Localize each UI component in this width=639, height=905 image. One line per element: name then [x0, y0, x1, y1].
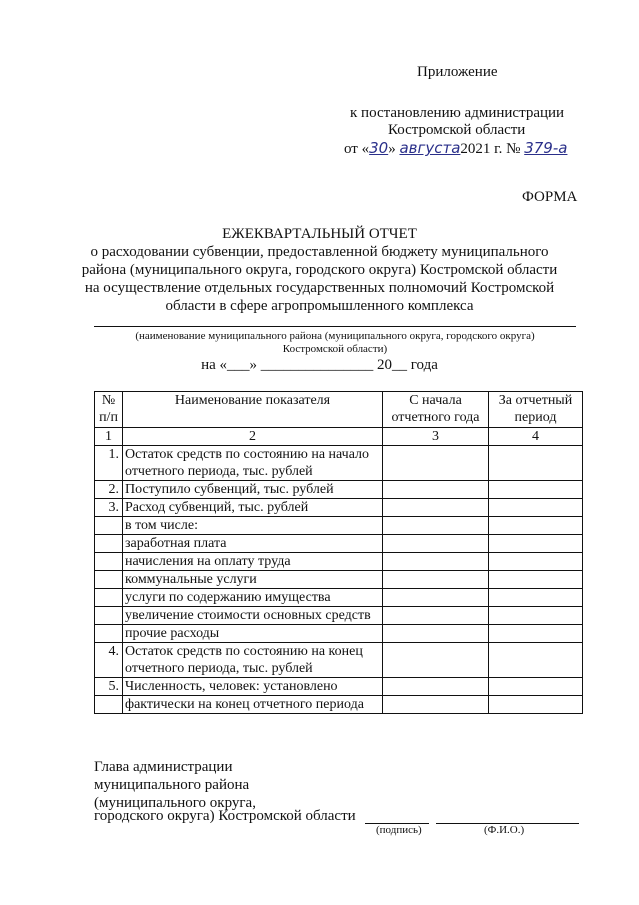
row-num	[95, 589, 123, 607]
row-value-cell	[489, 553, 583, 571]
header-num: № п/п	[95, 392, 123, 428]
row-value-cell	[383, 446, 489, 481]
table-row	[95, 643, 583, 678]
row-value-cell	[383, 678, 489, 696]
forma-label: ФОРМА	[522, 189, 578, 205]
signature-line-4: городского округа) Костромской области	[94, 808, 356, 824]
row-name: увеличение стоимости основных средств	[123, 607, 383, 625]
signature-line-3: (муниципального округа,	[94, 795, 256, 811]
row-value-cell	[489, 696, 583, 714]
row-name: коммунальные услуги	[123, 571, 383, 589]
row-num	[95, 535, 123, 553]
row-value-cell	[383, 553, 489, 571]
row-num	[95, 553, 123, 571]
row-name: Расход субвенций, тыс. рублей	[123, 499, 383, 517]
table-header-row	[95, 392, 583, 428]
date-mid: »	[388, 141, 396, 157]
row-name: прочие расходы	[123, 625, 383, 643]
index-cell: 2	[123, 428, 383, 446]
header-col4: За отчетный период	[489, 392, 583, 428]
table-index-row	[95, 428, 583, 446]
row-value-cell	[489, 571, 583, 589]
row-num: 1.	[95, 446, 123, 481]
district-caption-line-2: Костромской области)	[282, 343, 388, 355]
row-name: Численность, человек: установлено	[123, 678, 383, 696]
row-name: заработная плата	[123, 535, 383, 553]
doc-number-handwritten: 379-а	[524, 139, 568, 157]
table-row	[95, 481, 583, 499]
table-row	[95, 499, 583, 517]
row-value-cell	[383, 481, 489, 499]
table-row	[95, 607, 583, 625]
date-month-handwritten: августа	[399, 139, 461, 157]
index-cell: 3	[383, 428, 489, 446]
table-row	[95, 553, 583, 571]
table-row	[95, 589, 583, 607]
date-prefix: от «	[344, 141, 370, 157]
resolution-line-2: Костромской области	[388, 122, 526, 138]
row-num: 3.	[95, 499, 123, 517]
row-name: Остаток средств по состоянию на конец отчетного периода, тыс. рублей	[123, 643, 383, 678]
report-period-line: на «___» _______________ 20__ года	[201, 357, 438, 373]
row-name: Остаток средств по состоянию на начало отчетного периода, тыс. рублей	[123, 446, 383, 481]
resolution-line-1: к постановлению администрации	[350, 105, 565, 121]
row-name: в том числе:	[123, 517, 383, 535]
report-subtitle-line-1: о расходовании субвенции, предоставленной бюджету муниципального	[90, 244, 549, 260]
row-value-cell	[489, 589, 583, 607]
row-value-cell	[383, 589, 489, 607]
row-value-cell	[489, 607, 583, 625]
row-name: Поступило субвенций, тыс. рублей	[123, 481, 383, 499]
date-suffix: 2021 г. №	[460, 141, 521, 157]
row-name: начисления на оплату труда	[123, 553, 383, 571]
report-title: ЕЖЕКВАРТАЛЬНЫЙ ОТЧЕТ	[222, 226, 417, 242]
district-caption-line-1: (наименование муниципального района (муниципального округа, городского округа)	[135, 330, 535, 342]
row-value-cell	[383, 696, 489, 714]
index-cell: 1	[95, 428, 123, 446]
row-value-cell	[489, 499, 583, 517]
row-value-cell	[383, 499, 489, 517]
row-num	[95, 625, 123, 643]
header-name: Наименование показателя	[123, 392, 383, 428]
row-num: 5.	[95, 678, 123, 696]
signature-line-1: Глава администрации	[94, 759, 233, 775]
row-value-cell	[383, 643, 489, 678]
district-name-underline	[94, 326, 576, 327]
table-row	[95, 696, 583, 714]
table-row	[95, 535, 583, 553]
row-num	[95, 571, 123, 589]
table-row	[95, 571, 583, 589]
table-row	[95, 517, 583, 535]
row-value-cell	[489, 535, 583, 553]
resolution-date-line	[344, 139, 567, 158]
row-num	[95, 696, 123, 714]
row-num	[95, 517, 123, 535]
index-cell: 4	[489, 428, 583, 446]
row-value-cell	[383, 571, 489, 589]
report-table	[94, 391, 583, 714]
row-value-cell	[489, 678, 583, 696]
report-subtitle-line-2: района (муниципального округа, городского округа) Костромской области	[81, 262, 558, 278]
table-row	[95, 625, 583, 643]
table-row	[95, 678, 583, 696]
row-name: услуги по содержанию имущества	[123, 589, 383, 607]
row-value-cell	[383, 535, 489, 553]
signature-sublabel: (подпись)	[376, 824, 422, 836]
row-value-cell	[383, 625, 489, 643]
row-value-cell	[489, 481, 583, 499]
header-col3: С начала отчетного года	[383, 392, 489, 428]
row-value-cell	[383, 607, 489, 625]
row-value-cell	[489, 446, 583, 481]
row-value-cell	[489, 643, 583, 678]
table-row	[95, 446, 583, 481]
row-name: фактически на конец отчетного периода	[123, 696, 383, 714]
row-value-cell	[489, 625, 583, 643]
report-subtitle-line-4: области в сфере агропромышленного комплекса	[165, 298, 474, 314]
row-num	[95, 607, 123, 625]
report-subtitle-line-3: на осуществление отдельных государственных полномочий Костромской	[84, 280, 555, 296]
row-value-cell	[383, 517, 489, 535]
name-sublabel: (Ф.И.О.)	[484, 824, 525, 836]
appendix-label: Приложение	[417, 64, 498, 80]
row-value-cell	[489, 517, 583, 535]
row-num: 4.	[95, 643, 123, 678]
signature-line-2: муниципального района	[94, 777, 250, 793]
date-day-handwritten: 30	[369, 139, 389, 157]
row-num: 2.	[95, 481, 123, 499]
